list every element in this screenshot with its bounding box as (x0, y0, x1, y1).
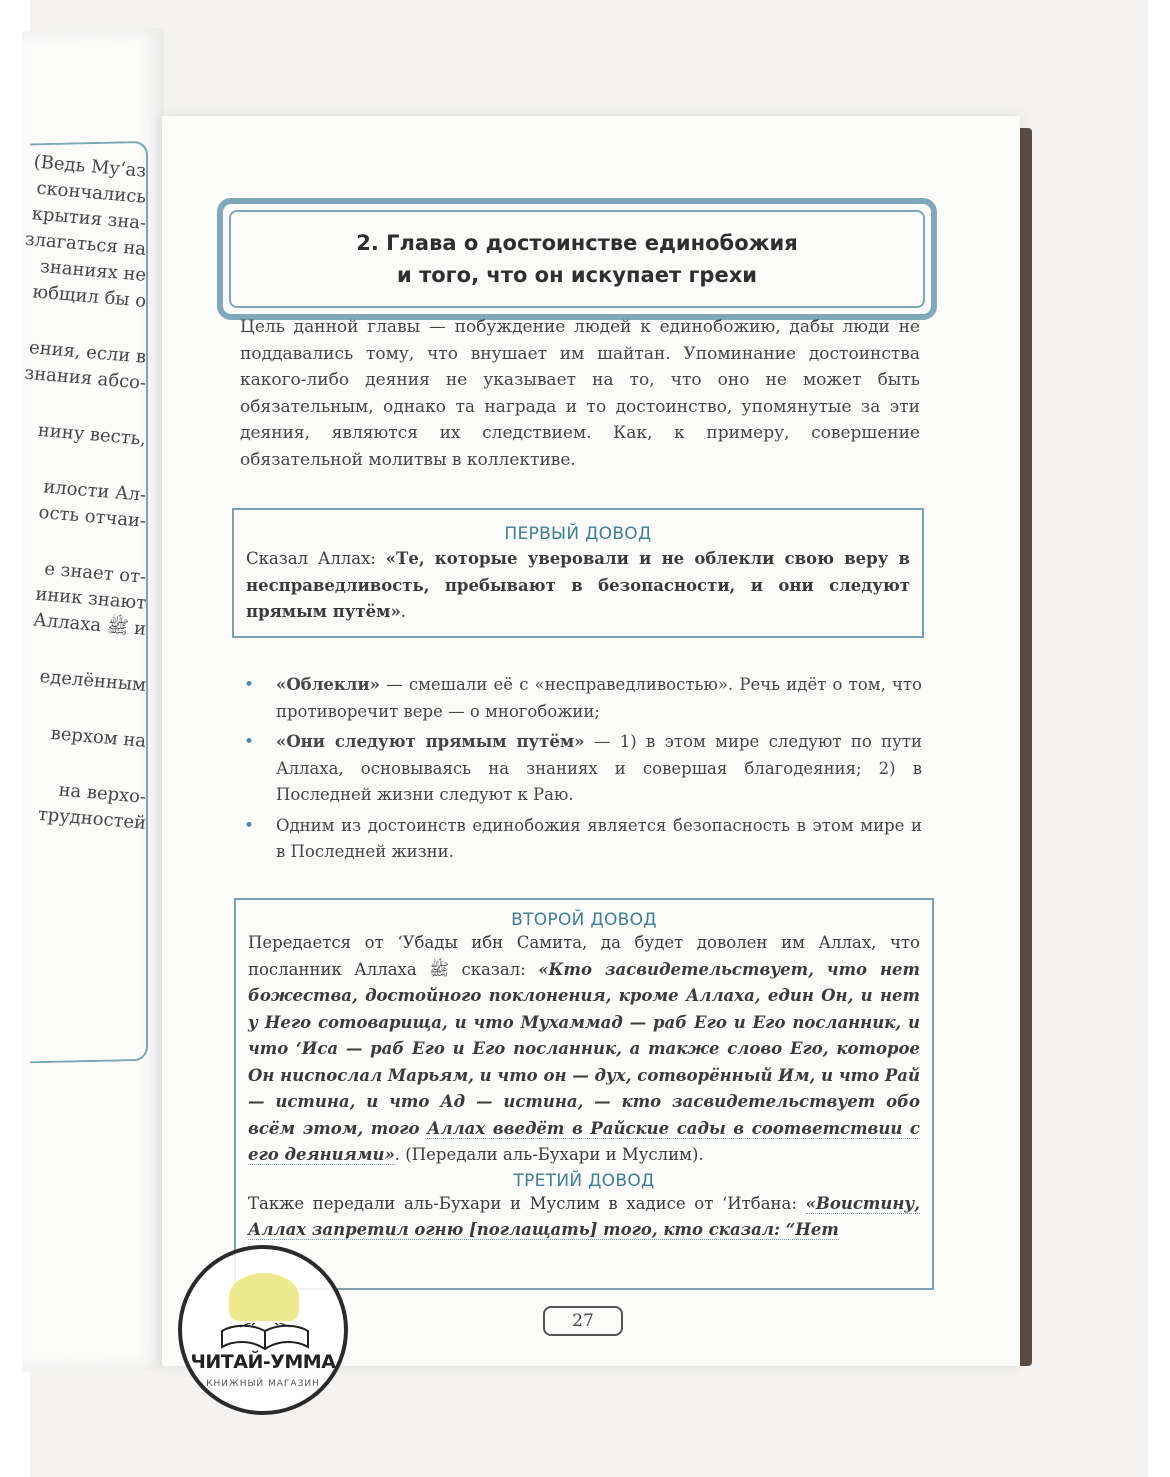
first-evidence-prefix: Сказал Аллах: (246, 549, 386, 568)
second-evidence-suffix: . (Передали аль-Бухари и Муслим). (394, 1145, 704, 1164)
second-evidence-title: ВТОРОЙ ДОВОД (511, 910, 657, 930)
left-page (22, 29, 164, 1372)
chapter-intro: Цель данной главы — побуждение людей к единобожию, дабы люди не поддавались тому, что внушает им шайтан. Упоминание достоинства какого-либо деяния не указывает на то, что оно не может быть обязательным, однако та награда и то достоинство, упомянутые за эти деяния, являются их следствием. Как, к примеру, совершение обязательной молитвы в коллективе. (240, 317, 920, 470)
list-item-term: «Они следуют прямым путём» (276, 732, 585, 751)
second-evidence-prefix: Передается от ‘Убады ибн Самита, да будет доволен им Аллах, что посланник Аллаха ﷺ сказал: (248, 933, 920, 979)
left-page-line: верхом на (49, 722, 148, 752)
left-page-line: нину весть, (36, 419, 148, 450)
first-evidence-quote: «Те, которые уверовали и не облекли свою веру в несправедливость, пребывают в безопасности, и они следуют прямым путём» (246, 549, 910, 621)
second-evidence-text (248, 930, 920, 1169)
list-item-term: «Облекли» (276, 675, 380, 694)
bullet-icon: • (244, 815, 255, 836)
third-evidence-prefix: Также передали аль-Бухари и Муслим в хадисе от ‘Итбана: (248, 1193, 806, 1213)
third-evidence-quote: «Воистину, Аллах запретил огню [поглащать] того, кто сказал: “Нет (248, 1193, 920, 1239)
left-page-line: Аллаха ﷺ и (32, 609, 148, 640)
left-page-line: ения, если в (28, 337, 148, 368)
chapter-title-line2: и того, что он искупает грехи (397, 263, 757, 287)
third-evidence-text (248, 1191, 920, 1244)
left-page-line: скончались (35, 177, 148, 208)
store-name: ЧИТАЙ-УММА (190, 1351, 336, 1373)
chapter-title-line1: 2. Глава о достоинстве единобожия (356, 231, 798, 255)
left-page-line: (Ведь Му‘аз (32, 151, 148, 182)
left-page-line: иник знают (34, 583, 148, 614)
left-page-line: знаниях не (39, 256, 148, 286)
store-logo-watermark (178, 1245, 348, 1415)
left-page-line: на верхо- (57, 779, 148, 808)
left-page-line: е знает от- (43, 558, 148, 588)
left-page-line: трудностей (36, 803, 148, 834)
chapter-title-inner (229, 210, 925, 308)
list-item-text: — 1) в этом мире следуют по пути Аллаха, основываясь на знаниях и совершая благодеяния; 2) в Последней жизни следуют к Раю. (276, 732, 922, 804)
first-evidence-text (246, 546, 910, 626)
left-page-line: крытия зна- (30, 203, 148, 234)
third-evidence-title: ТРЕТИЙ ДОВОД (513, 1170, 655, 1191)
left-page-line: ость отчаи- (37, 501, 148, 532)
sun-icon (229, 1273, 299, 1321)
list-item (244, 813, 922, 866)
left-page-line: юбщил бы о (31, 281, 148, 312)
list-item-text: — смешали её с «несправедливостью». Речь идёт о том, что противоречит вере — о многобожии; (276, 675, 922, 721)
explanation-list (244, 672, 922, 870)
second-third-evidence-box (234, 898, 934, 1290)
page-number: 27 (543, 1306, 623, 1336)
first-evidence-suffix: . (400, 602, 407, 621)
store-subtitle: КНИЖНЫЙ МАГАЗИН (206, 1379, 320, 1389)
first-evidence-box (232, 508, 924, 638)
right-page (162, 116, 1020, 1366)
left-page-line: илости Ал- (42, 476, 148, 506)
photo-background-right (1148, 0, 1170, 1477)
bullet-icon: • (244, 675, 255, 695)
left-page-line: еделённым (38, 665, 148, 696)
left-page-text (22, 151, 148, 840)
second-evidence-quote-underlined: Аллах введёт в Райские сады в соответствии с его деяниями» (248, 1118, 920, 1164)
list-item-text: Одним из достоинств единобожия является безопасность в этом мире и в Последней жизни. (276, 815, 922, 861)
left-page-line: знания абсо- (23, 362, 148, 394)
bullet-icon: • (244, 732, 255, 752)
open-book-icon (220, 1323, 310, 1351)
second-evidence-quote: «Кто засвидетельствует, что нет божества, достойного поклонения, кроме Аллаха, един Он, и нет у Него сотоварища, и что Мухаммад — раб Его и Его посланник, и что ‘Иса — раб Его и Его посланник, а также слово Его, которое Он ниспослал Марьям, и что он — дух, сотворённый Им, и что Рай — истина, и что Ад — истина, — кто засвидетельствует обо всём этом, того (248, 959, 920, 1138)
first-evidence-title: ПЕРВЫЙ ДОВОД (504, 524, 652, 544)
left-page-line: злагаться на (23, 228, 148, 260)
list-item (244, 672, 922, 725)
chapter-title-box (217, 198, 937, 320)
list-item (244, 729, 922, 809)
